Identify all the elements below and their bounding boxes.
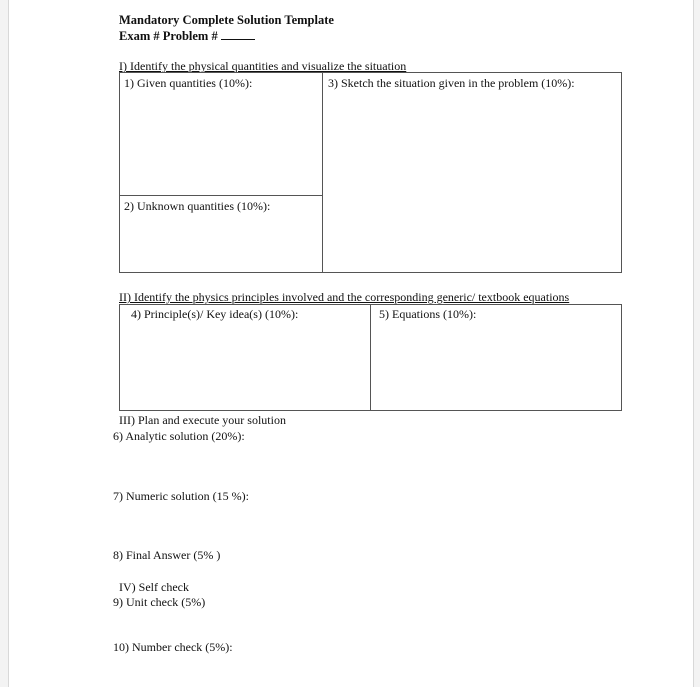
section-4-heading: IV) Self check — [119, 580, 189, 594]
number-check-label: 10) Number check (5%): — [113, 640, 233, 654]
exam-problem-line — [119, 29, 255, 44]
document-page — [8, 0, 694, 687]
given-unknown-column — [119, 72, 323, 273]
sketch-label: 3) Sketch the situation given in the problem (10%): — [328, 76, 575, 90]
section-2-divider — [370, 304, 371, 411]
analytic-solution-label: 6) Analytic solution (20%): — [113, 429, 245, 443]
given-unknown-divider — [119, 195, 323, 196]
unknown-quantities-label: 2) Unknown quantities (10%): — [124, 199, 271, 213]
given-quantities-label: 1) Given quantities (10%): — [124, 76, 253, 90]
exam-problem-text: Exam # Problem # — [119, 29, 218, 43]
document-title: Mandatory Complete Solution Template — [119, 13, 334, 27]
final-answer-label: 8) Final Answer (5% ) — [113, 548, 221, 562]
section-1-heading: I) Identify the physical quantities and visualize the situation — [119, 59, 407, 73]
section-3-heading: III) Plan and execute your solution — [119, 413, 286, 427]
numeric-solution-label: 7) Numeric solution (15 %): — [113, 489, 249, 503]
section-2-heading: II) Identify the physics principles involved and the corresponding generic/ textbook equations — [119, 290, 570, 304]
equations-label: 5) Equations (10%): — [379, 307, 477, 321]
problem-number-blank — [221, 29, 255, 40]
principles-label: 4) Principle(s)/ Key idea(s) (10%): — [131, 307, 299, 321]
unit-check-label: 9) Unit check (5%) — [113, 595, 206, 609]
